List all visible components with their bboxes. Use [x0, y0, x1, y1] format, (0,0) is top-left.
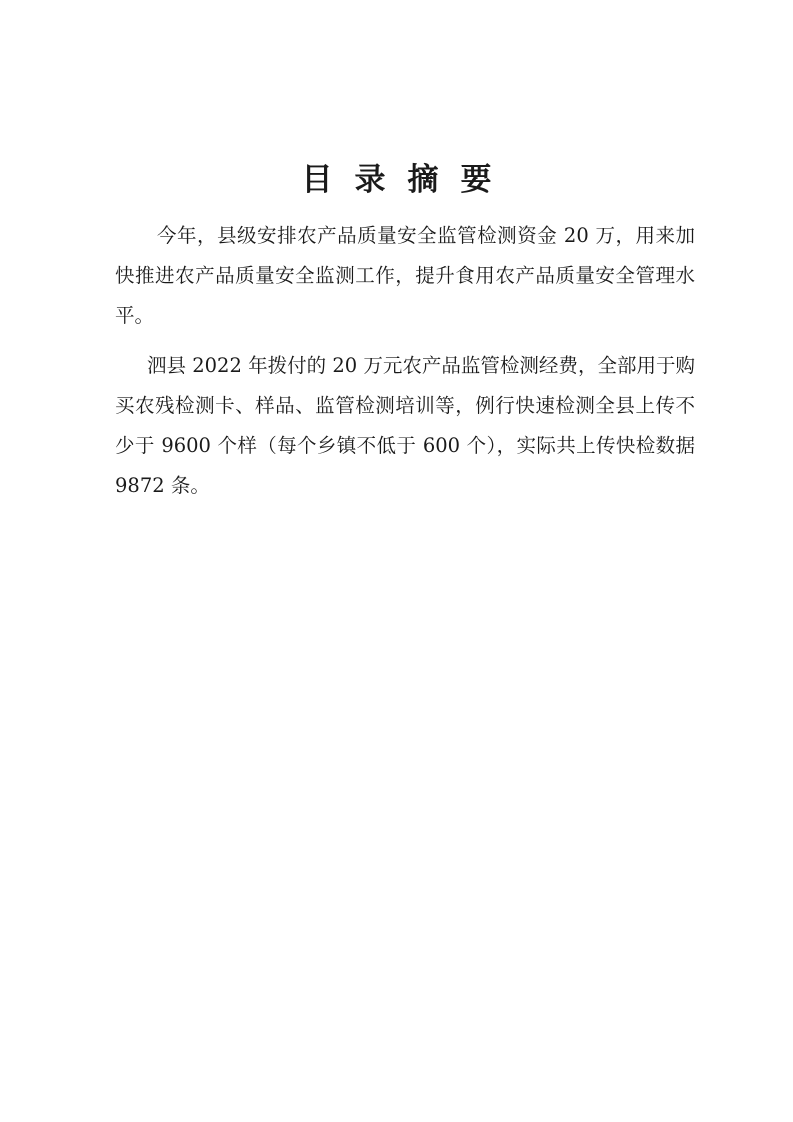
- page-title: 目录摘要: [301, 162, 514, 198]
- paragraph-expenditure: 泗县 2022 年拨付的 20 万元农产品监管检测经费，全部用于购买农残检测卡、样品、监管检测培训等，例行快速检测全县上传不少于 9600 个样（每个乡镇不低于 600 个），实际共上传快检数据 9872 条。: [115, 354, 695, 497]
- summary-body: [115, 216, 695, 506]
- paragraph-funding: 今年，县级安排农产品质量安全监管检测资金 20 万，用来加快推进农产品质量安全监测工作，提升食用农产品质量安全管理水平。: [115, 224, 695, 327]
